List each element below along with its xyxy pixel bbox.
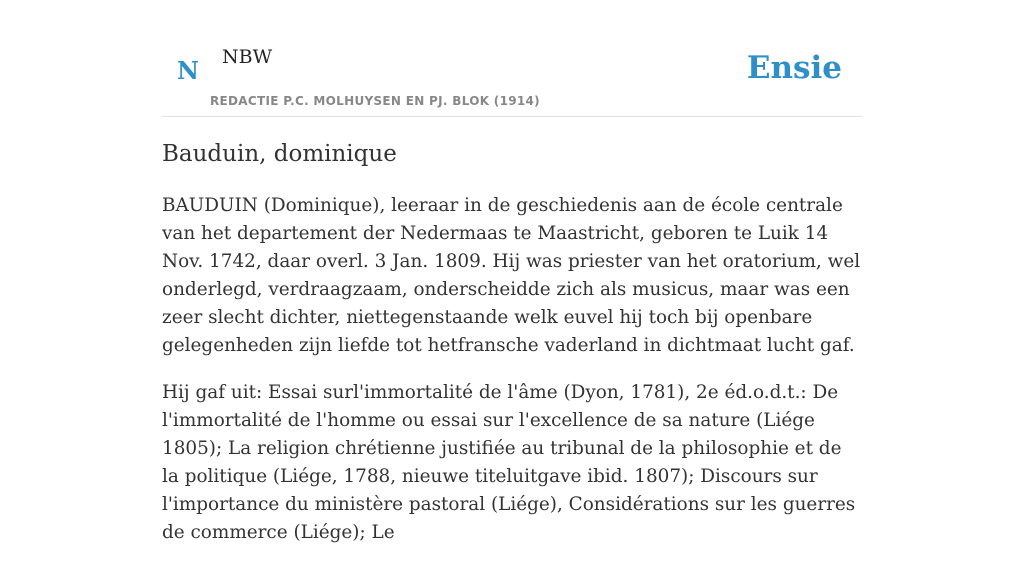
- header: [162, 0, 862, 117]
- source-subtitle: REDACTIE P.C. MOLHUYSEN EN PJ. BLOK (1914): [210, 94, 540, 108]
- article-paragraph: Hij gaf uit: Essai surl'immortalité de l'âme (Dyon, 1781), 2e éd.o.d.t.: De l'immortalité de l'homme ou essai sur l'excellence de sa nature (Liége 1805); La religion chrétienne justifiée au tribunal de la philosophie et de la politique (Liége, 1788, nieuwe titeluitgave ibid. 1807); Discours sur l'importance du ministère pastoral (Liége), Considérations sur les guerres de commerce (Liége); Le: [162, 382, 856, 543]
- article: [162, 138, 862, 566]
- article-title: Bauduin, dominique: [162, 141, 397, 167]
- source-logo[interactable]: N: [177, 56, 199, 85]
- brand-logo[interactable]: Ensie: [746, 50, 842, 86]
- article-paragraph: BAUDUIN (Dominique), leeraar in de geschiedenis aan de école centrale van het departement der Nedermaas te Maastricht, geboren te Luik 14 Nov. 1742, daar overl. 3 Jan. 1809. Hij was priester van het oratorium, wel onderlegd, verdraagzaam, onderscheidde zich als musicus, maar was een zeer slecht dichter, niettegenstaande welk euvel hij toch bij openbare gelegenheden zijn liefde tot hetfransche vaderland in dichtmaat lucht gaf.: [162, 195, 861, 356]
- source-title: NBW: [222, 46, 273, 68]
